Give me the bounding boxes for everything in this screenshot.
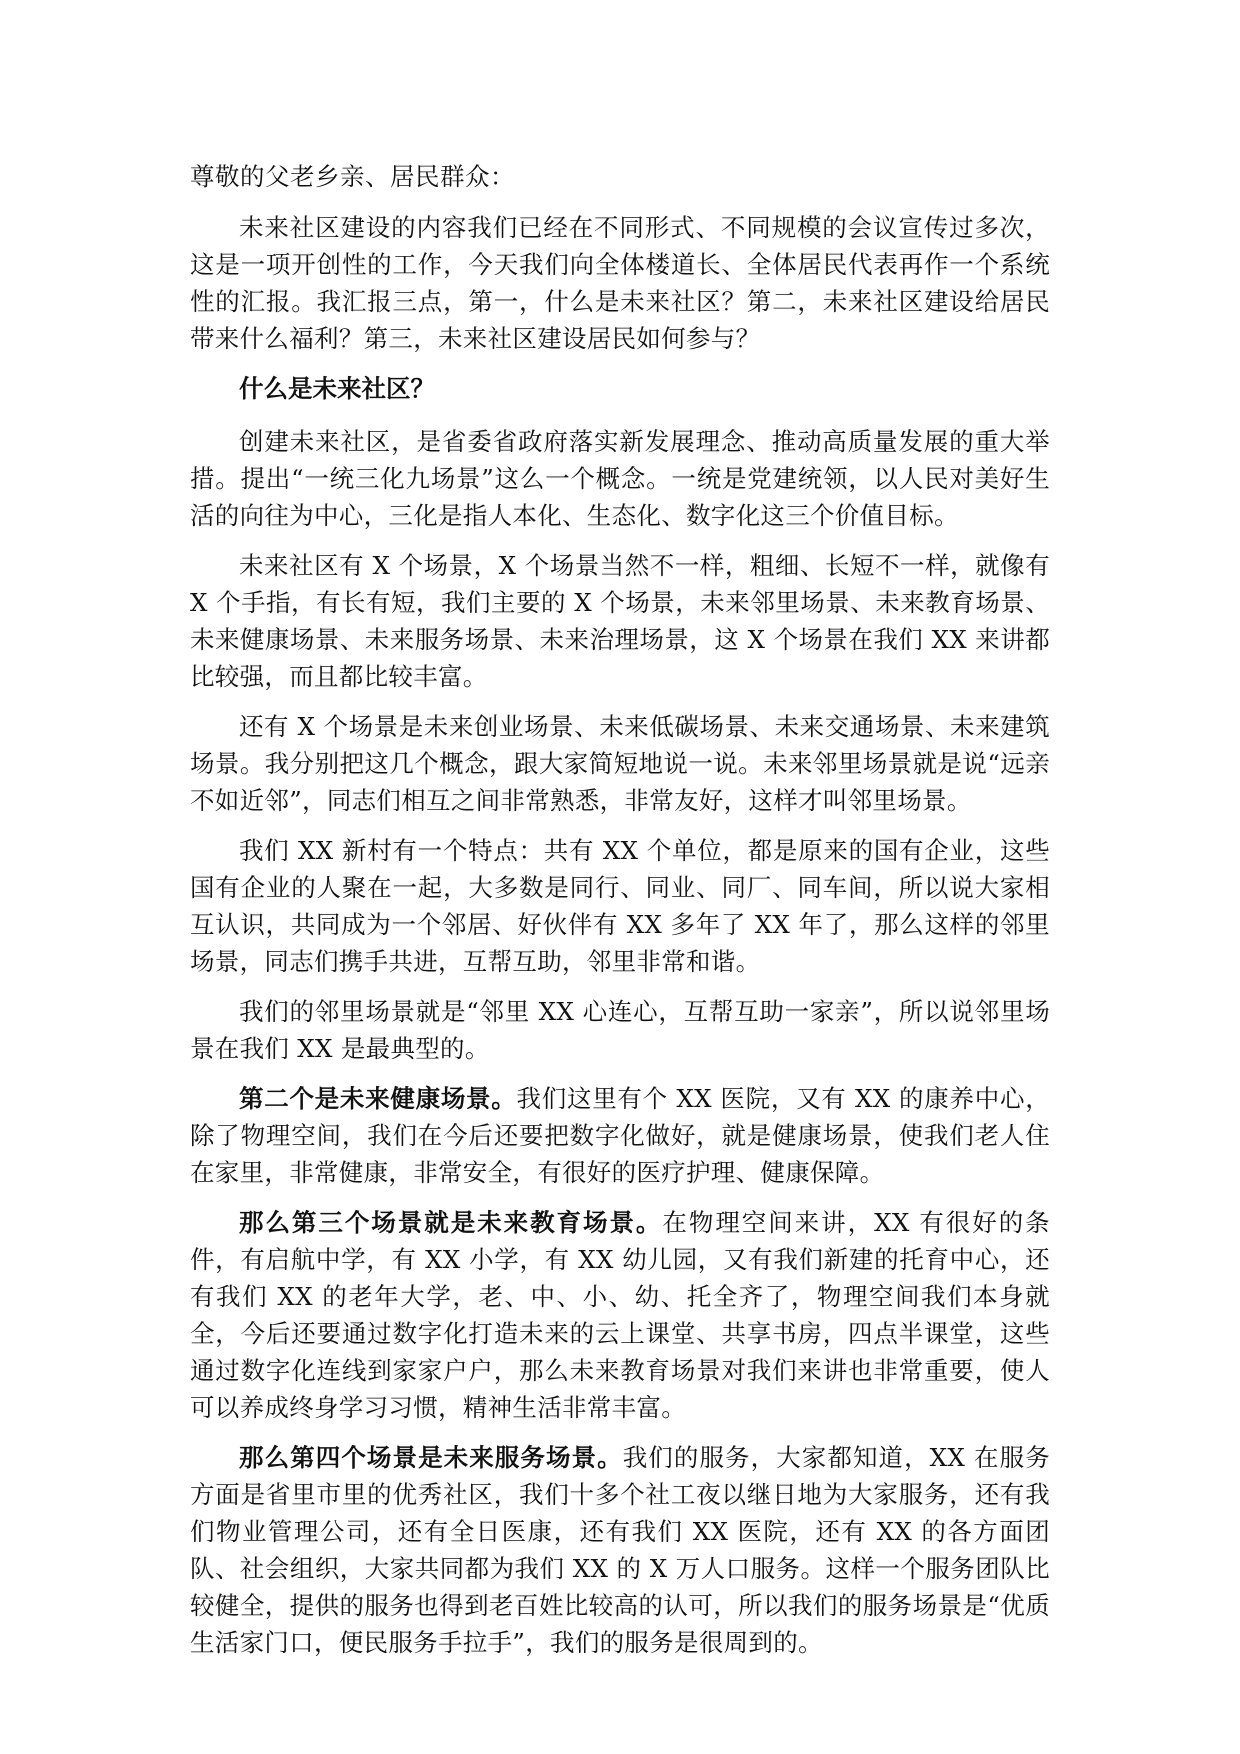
- section-heading: 什么是未来社区？: [239, 374, 435, 403]
- paragraph-more-scenes: 还有 X 个场景是未来创业场景、未来低碳场景、未来交通场景、未来建筑场景。我分别把这几个概念，跟大家简短地说一说。未来邻里场景就是说“远亲不如近邻”，同志们相互之间非常熟悉，非常友好，这样才叫邻里场景。: [190, 712, 1050, 815]
- health-body: 我们这里有个 XX 医院，又有 XX 的康养中心，除了物理空间，我们在今后还要把数字化做好，就是健康场景，使我们老人住在家里，非常健康，非常安全，有很好的医疗护理、健康保障。: [190, 1084, 1050, 1187]
- education-lead: 那么第三个场景就是未来教育场景。: [239, 1208, 663, 1237]
- document-page: [190, 150, 1050, 1674]
- paragraph-health: [190, 1080, 1050, 1191]
- paragraph-neighborhood: 我们的邻里场景就是“邻里 XX 心连心，互帮互助一家亲”，所以说邻里场景在我们 XX 是最典型的。: [190, 997, 1050, 1063]
- paragraph-education: [190, 1204, 1050, 1426]
- health-lead: 第二个是未来健康场景。: [239, 1084, 517, 1113]
- intro-paragraph: 未来社区建设的内容我们已经在不同形式、不同规模的会议宣传过多次，这是一项开创性的工作，今天我们向全体楼道长、全体居民代表再作一个系统性的汇报。我汇报三点，第一，什么是未来社区？第二，未来社区建设给居民带来什么福利？第三，未来社区建设居民如何参与？: [190, 213, 1050, 353]
- salutation: 尊敬的父老乡亲、居民群众：: [190, 162, 515, 191]
- education-body: 在物理空间来讲，XX 有很好的条件，有启航中学，有 XX 小学，有 XX 幼儿园，又有我们新建的托育中心，还有我们 XX 的老年大学，老、中、小、幼、托全齐了，物理空间我们本身就全，今后还要通过数字化打造未来的云上课堂、共享书房，四点半课堂，这些通过数字化连线到家家户户，那么未来教育场景对我们来讲也非常重要，使人可以养成终身学习习惯，精神生活非常丰富。: [190, 1208, 1050, 1422]
- service-lead: 那么第四个场景是未来服务场景。: [239, 1443, 623, 1472]
- paragraph-village: 我们 XX 新村有一个特点：共有 XX 个单位，都是原来的国有企业，这些国有企业的人聚在一起，大多数是同行、同业、同厂、同车间，所以说大家相互认识，共同成为一个邻居、好伙伴有 XX 多年了 XX 年了，那么这样的邻里场景，同志们携手共进，互帮互助，邻里非常和谐。: [190, 836, 1050, 976]
- service-body: 我们的服务，大家都知道，XX 在服务方面是省里市里的优秀社区，我们十多个社工夜以继日地为大家服务，还有我们物业管理公司，还有全日医康，还有我们 XX 医院，还有 XX 的各方面团队、社会组织，大家共同都为我们 XX 的 X 万人口服务。这样一个服务团队比较健全，提供的服务也得到老百姓比较高的认可，所以我们的服务场景是“优质生活家门口，便民服务手拉手”，我们的服务是很周到的。: [190, 1443, 1050, 1657]
- paragraph-scenes: 未来社区有 X 个场景，X 个场景当然不一样，粗细、长短不一样，就像有 X 个手指，有长有短，我们主要的 X 个场景，未来邻里场景、未来教育场景、未来健康场景、未来服务场景、未来治理场景，这 X 个场景在我们 XX 来讲都比较强，而且都比较丰富。: [190, 551, 1050, 691]
- paragraph-definition: 创建未来社区，是省委省政府落实新发展理念、推动高质量发展的重大举措。提出“一统三化九场景”这么一个概念。一统是党建统领，以人民对美好生活的向往为中心，三化是指人本化、生态化、数字化这三个价值目标。: [190, 427, 1050, 530]
- paragraph-service: [190, 1439, 1050, 1661]
